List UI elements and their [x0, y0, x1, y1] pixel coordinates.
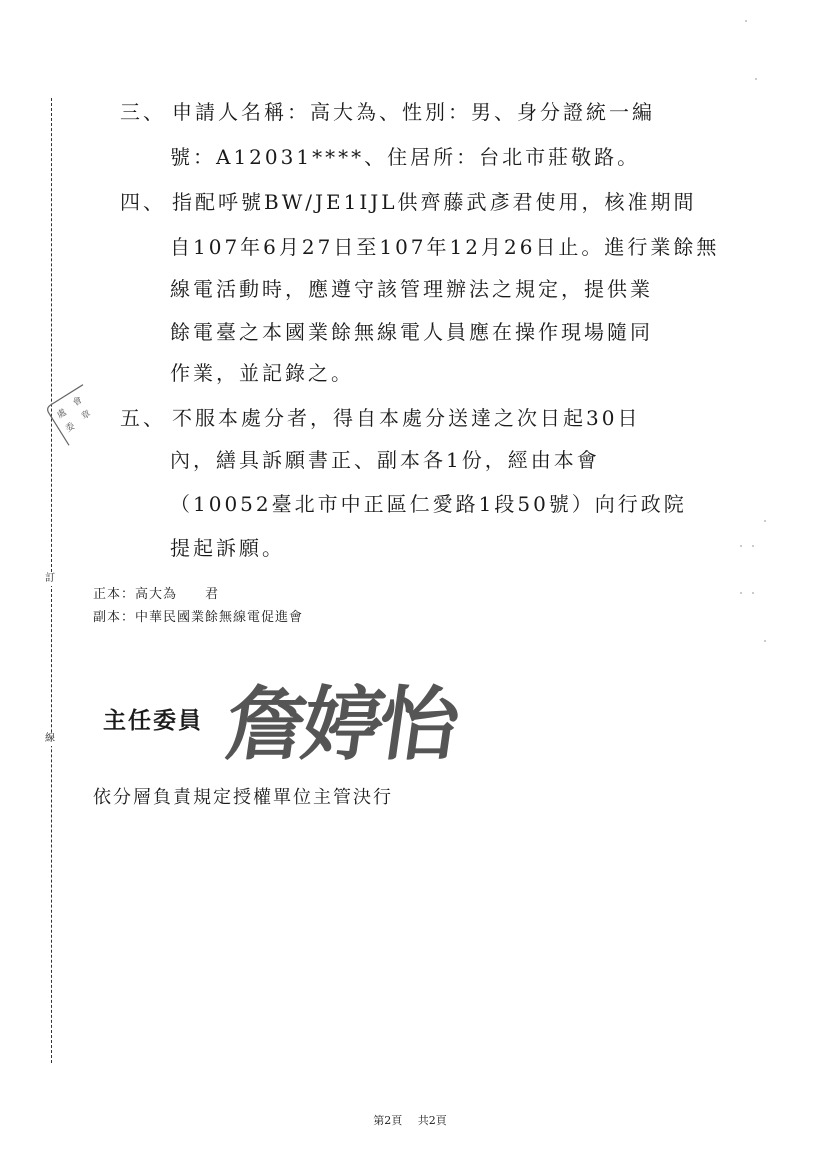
item-5-line-2: 內，繕具訴願書正、副本各1份，經由本會	[170, 448, 600, 472]
scan-speck	[740, 545, 742, 547]
item-4-line-3: 線電活動時，應遵守該管理辦法之規定，提供業	[170, 277, 653, 301]
recipient-main: 正本：高大為 君	[93, 587, 220, 602]
binding-mark-xian: 線	[45, 733, 55, 744]
item-5-number: 五、	[120, 406, 166, 430]
recipient-copy: 副本：中華民國業餘無線電促進會	[93, 610, 304, 625]
binding-mark-ding: 訂	[45, 573, 55, 584]
item-4-line-2: 自107年6月27日至107年12月26日止。進行業餘無	[170, 235, 720, 259]
item-5-line-1: 不服本處分者，得自本處分送達之次日起30日	[172, 406, 641, 430]
page-total: 共2頁	[417, 1114, 447, 1127]
seal-stamp: 處 會 委 章	[35, 374, 118, 457]
scan-speck	[755, 78, 757, 80]
signature-title: 主任委員	[103, 708, 203, 734]
item-3-line-1: 申請人名稱：高大為、性別：男、身分證統一編	[172, 100, 655, 124]
seal-stamp-outline	[35, 374, 118, 457]
item-4-number: 四、	[120, 190, 166, 214]
item-3-number: 三、	[120, 100, 166, 124]
signature-name: 詹婷怡	[220, 678, 462, 771]
scan-speck	[740, 592, 742, 594]
scan-speck	[764, 520, 766, 522]
item-5-line-3: （10052臺北市中正區仁愛路1段50號）向行政院	[170, 492, 687, 516]
delegation-note: 依分層負責規定授權單位主管決行	[93, 787, 393, 808]
item-4-line-1: 指配呼號BW/JE1IJL供齊藤武彥君使用，核准期間	[172, 190, 697, 214]
scan-speck	[745, 20, 747, 22]
item-4-line-5: 作業，並記錄之。	[170, 361, 354, 385]
scan-speck	[752, 592, 754, 594]
item-4-line-4: 餘電臺之本國業餘無線電人員應在操作現場隨同	[170, 320, 653, 344]
item-3-line-2: 號：A12031****、住居所：台北市莊敬路。	[170, 145, 641, 169]
page-number: 第2頁	[373, 1114, 403, 1127]
item-5-line-4: 提起訴願。	[170, 536, 285, 560]
scan-speck	[764, 640, 766, 642]
page-footer	[0, 1112, 820, 1128]
scan-speck	[752, 545, 754, 547]
